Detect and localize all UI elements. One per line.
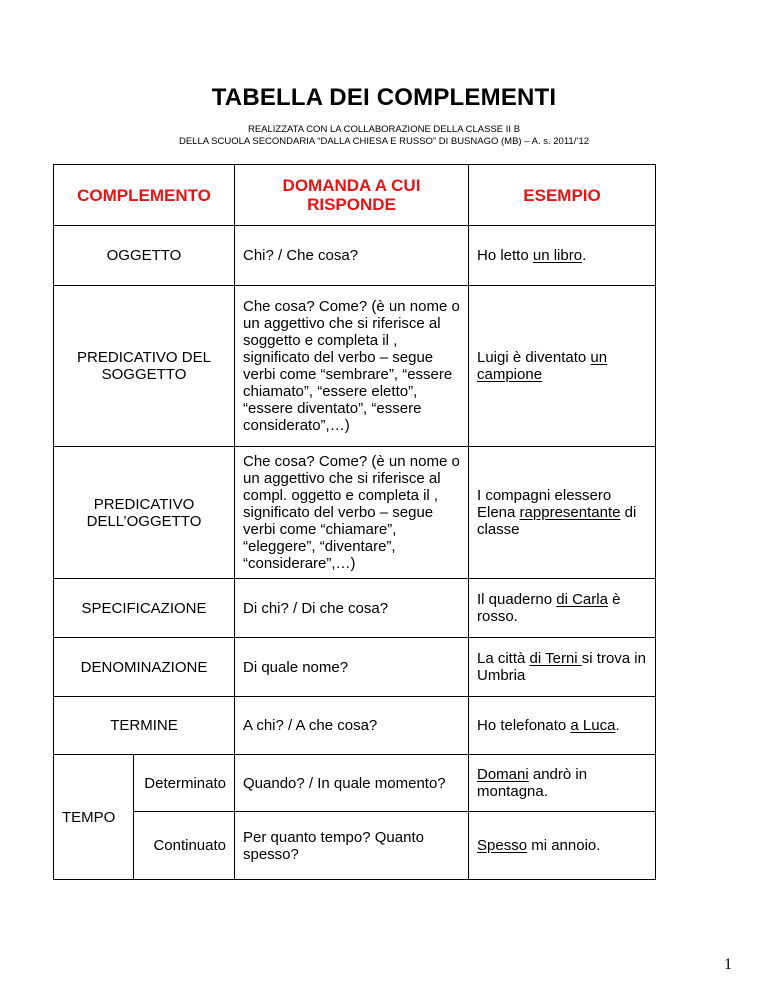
esempio-text: si trova in Umbria: [477, 650, 646, 684]
header-domanda: DOMANDA A CUI RISPONDE: [235, 165, 469, 226]
esempio-text: andrò in montagna.: [477, 766, 588, 800]
table-row: [54, 579, 656, 638]
esempio-underlined: a Luca: [570, 717, 616, 734]
esempio-text: Ho letto: [477, 247, 533, 264]
esempio-text: .: [615, 717, 620, 734]
complemento-cell: PREDICATIVO DEL SOGGETTO: [54, 286, 235, 447]
table-row: [54, 755, 656, 812]
esempio-text: La città: [477, 650, 530, 667]
esempio-text: Il quaderno: [477, 591, 557, 608]
domanda-cell: Chi? / Che cosa?: [235, 226, 469, 286]
table-row: [54, 226, 656, 286]
esempio-text: I compagni elessero Elena: [477, 487, 612, 521]
table-header-row: [54, 165, 656, 226]
esempio-underlined: un libro: [532, 247, 583, 264]
table-row: [54, 812, 656, 880]
esempio-underlined: di Carla: [556, 591, 608, 608]
domanda-cell: Che cosa? Come? (è un nome o un aggettivo che si riferisce al compl. oggetto e completa il , significato del verbo – segue verbi come “chiamare”, “eleggere”, “diventare”, “considerare”,…): [235, 447, 469, 579]
esempio-cell: [469, 697, 656, 755]
table-row: [54, 286, 656, 447]
complemento-cell: TERMINE: [54, 697, 235, 755]
esempio-cell: [469, 447, 656, 579]
header-esempio: ESEMPIO: [469, 165, 656, 226]
esempio-cell: [469, 579, 656, 638]
esempio-underlined: rappresentante: [519, 504, 621, 521]
esempio-underlined: di Terni: [529, 650, 582, 667]
esempio-underlined: un campione: [477, 349, 608, 383]
document-subtitle: [0, 124, 768, 148]
complemento-cell: PREDICATIVO DELL’OGGETTO: [54, 447, 235, 579]
domanda-cell: Per quanto tempo? Quanto spesso?: [235, 812, 469, 880]
esempio-underlined: Spesso: [477, 837, 528, 854]
domanda-cell: Che cosa? Come? (è un nome o un aggettivo che si riferisce al soggetto e completa il , significato del verbo – segue verbi come “sembrare”, “essere chiamato”, “essere eletto”, “essere diventato”, “essere considerato”,…): [235, 286, 469, 447]
esempio-cell: [469, 755, 656, 812]
domanda-cell: Quando? / In quale momento?: [235, 755, 469, 812]
domanda-cell: A chi? / A che cosa?: [235, 697, 469, 755]
esempio-text: .: [582, 247, 587, 264]
header-complemento: COMPLEMENTO: [54, 165, 235, 226]
complemento-cell: OGGETTO: [54, 226, 235, 286]
tempo-sub-cell: Continuato: [134, 812, 235, 880]
complemento-cell: SPECIFICAZIONE: [54, 579, 235, 638]
domanda-cell: Di quale nome?: [235, 638, 469, 697]
subtitle-line-2: DELLA SCUOLA SECONDARIA “DALLA CHIESA E RUSSO” DI BUSNAGO (MB) – A. s. 2011/’12: [178, 136, 590, 147]
esempio-text: è rosso.: [477, 591, 621, 625]
esempio-cell: [469, 638, 656, 697]
domanda-cell: Di chi? / Di che cosa?: [235, 579, 469, 638]
esempio-cell: [469, 286, 656, 447]
esempio-text: mi annoio.: [527, 837, 601, 854]
tempo-sub-cell: Determinato: [134, 755, 235, 812]
esempio-underlined: Domani: [477, 766, 529, 783]
esempio-text: Ho telefonato: [477, 717, 571, 734]
page-number: 1: [724, 956, 732, 973]
table-row: [54, 638, 656, 697]
subtitle-line-1: REALIZZATA CON LA COLLABORAZIONE DELLA CLASSE II B: [247, 124, 521, 135]
tempo-cell: TEMPO: [54, 755, 134, 880]
esempio-cell: [469, 812, 656, 880]
table-row: [54, 697, 656, 755]
esempio-cell: [469, 226, 656, 286]
complemento-cell: DENOMINAZIONE: [54, 638, 235, 697]
esempio-text: di classe: [477, 504, 637, 538]
document-title: TABELLA DEI COMPLEMENTI: [211, 84, 557, 111]
table-row: [54, 447, 656, 579]
esempio-text: Luigi è diventato: [477, 349, 591, 366]
complementi-table: [53, 164, 656, 880]
